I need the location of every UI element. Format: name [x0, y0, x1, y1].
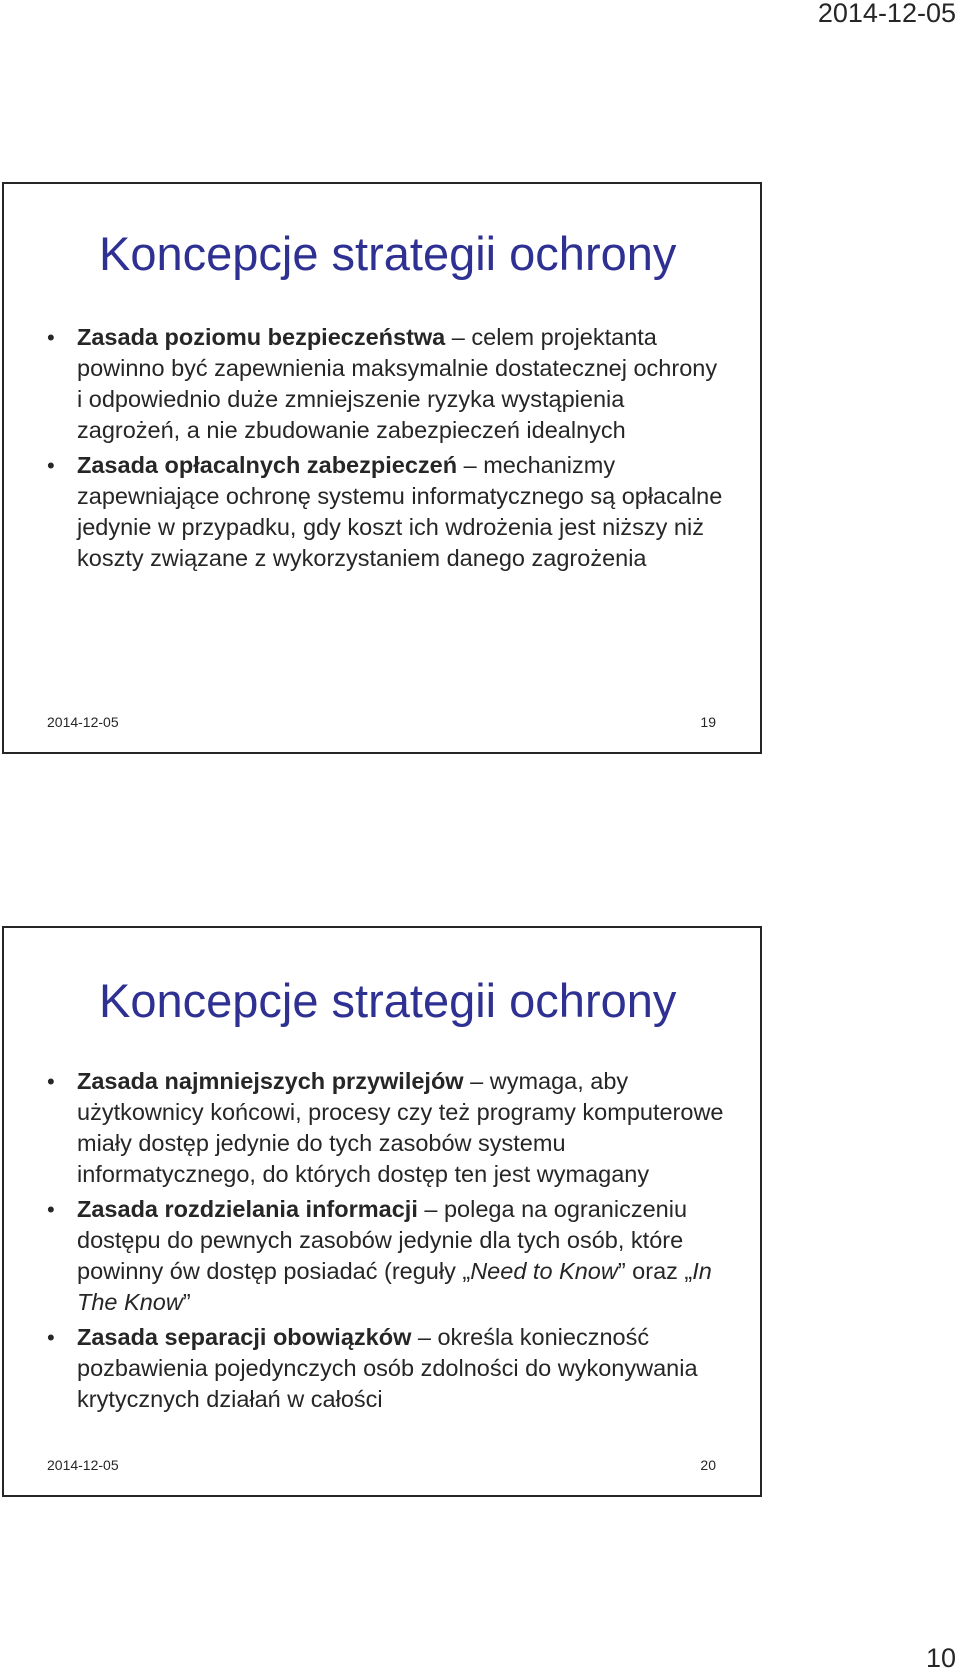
bullet-item: [47, 1066, 727, 1190]
bullet-item: [47, 1194, 727, 1318]
slide-19: [2, 182, 762, 754]
bullet-icon: •: [47, 1197, 55, 1222]
bullet-text: – wymaga, aby użytkownicy końcowi, procesy czy też programy komputerowe miały dostęp jedynie do tych zasobów systemu informatycznego, do których dostęp ten jest wymagany: [77, 1068, 724, 1187]
bullet-text: – mechanizmy zapewniające ochronę systemu informatycznego są opłacalne jedynie w przypadku, gdy koszt ich wdrożenia jest niższy niż koszty związane z wykorzystaniem danego zagrożenia: [77, 452, 723, 571]
slide-title: Koncepcje strategii ochrony: [99, 974, 677, 1027]
bullet-item: [47, 1322, 727, 1415]
bullet-text: – celem projektanta powinno być zapewnienia maksymalnie dostatecznej ochrony i odpowiednio duże zmniejszenie ryzyka wystąpienia zagrożeń, a nie zbudowanie zabezpieczeń idealnych: [77, 324, 718, 443]
bullet-term: Zasada najmniejszych przywilejów: [77, 1068, 464, 1094]
bullet-italic-term: Need to Know: [470, 1258, 618, 1284]
bullet-icon: •: [47, 453, 55, 478]
slide-number: 20: [700, 1457, 716, 1473]
bullet-icon: •: [47, 1069, 55, 1094]
slide-20: [2, 926, 762, 1497]
bullet-text: ” oraz „: [617, 1258, 693, 1284]
slide-number: 19: [700, 714, 716, 730]
bullet-text: – określa konieczność pozbawienia pojedynczych osób zdolności do wykonywania krytycznych działań w całości: [77, 1324, 698, 1412]
bullet-icon: •: [47, 1325, 55, 1350]
bullet-term: Zasada rozdzielania informacji: [77, 1196, 418, 1222]
bullet-icon: •: [47, 325, 55, 350]
bullet-item: [47, 450, 727, 574]
bullet-item: [47, 322, 727, 446]
page-header-date: 2014-12-05: [817, 0, 956, 28]
bullet-text: – polega na ograniczeniu dostępu do pewnych zasobów jedynie dla tych osób, które powinny ów dostęp posiadać (reguły „: [77, 1196, 688, 1284]
bullet-italic-term: In The Know: [77, 1258, 712, 1315]
slide-footer-date: 2014-12-05: [47, 714, 119, 730]
bullet-term: Zasada poziomu bezpieczeństwa: [77, 324, 446, 350]
slide-title: Koncepcje strategii ochrony: [99, 227, 677, 280]
bullet-term: Zasada opłacalnych zabezpieczeń: [77, 452, 458, 478]
page-number: 10: [925, 1643, 956, 1673]
bullet-term: Zasada separacji obowiązków: [77, 1324, 412, 1350]
bullet-list: [47, 1066, 727, 1419]
bullet-list: [47, 322, 727, 578]
slide-footer-date: 2014-12-05: [47, 1457, 119, 1473]
bullet-text: ”: [182, 1289, 191, 1315]
